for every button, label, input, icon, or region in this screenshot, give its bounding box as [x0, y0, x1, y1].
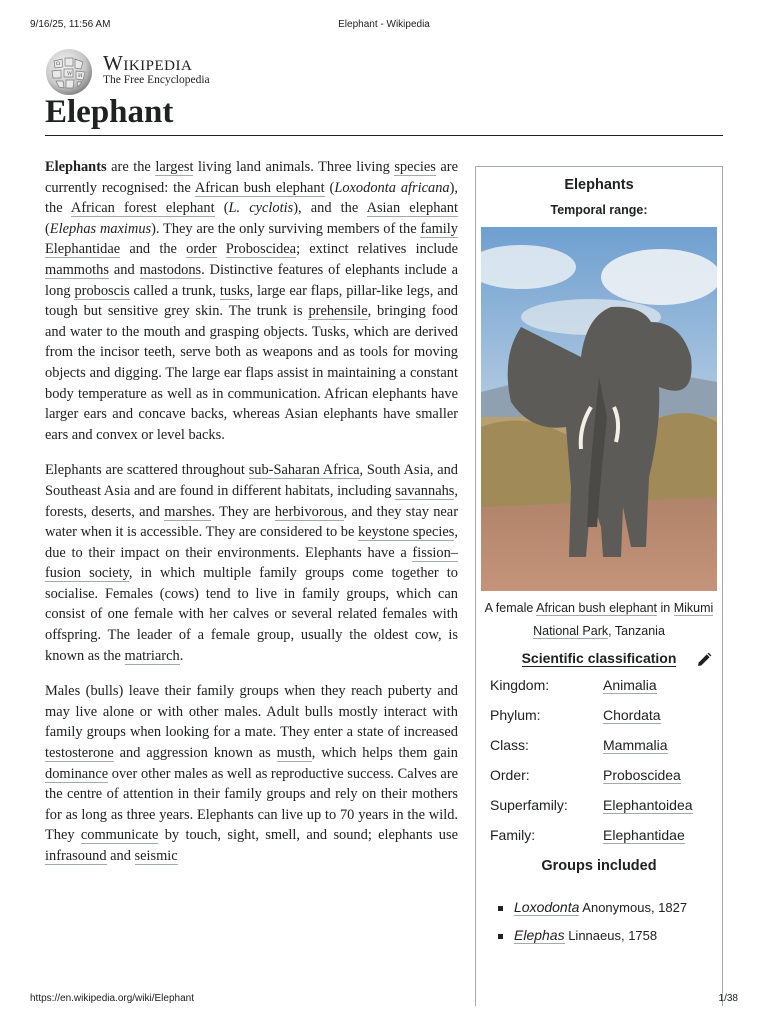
text-run: ), and the	[293, 200, 367, 217]
text-run	[217, 241, 226, 257]
temporal-range-label: Temporal range:	[550, 203, 648, 217]
text-run: ), the	[45, 179, 458, 217]
text-run: and	[108, 261, 140, 278]
text-run: Males (bulls) leave their family groups when they reach puberty and may live alone or with other males. Adult bulls mostly interact with family groups when looking for a mate. They enter a state of increased	[45, 683, 458, 741]
taxonomy-rank: Family:	[490, 827, 536, 843]
article-link[interactable]: Mikumi National Park	[533, 601, 714, 638]
taxonomy-link[interactable]: Animalia	[603, 677, 657, 693]
article-link[interactable]: communicate	[80, 827, 159, 844]
print-datetime: 9/16/25, 11:56 AM	[30, 19, 111, 30]
article-link[interactable]: tusks	[219, 282, 250, 299]
taxonomy-rank: Order:	[490, 767, 530, 783]
text-run: , due to their impact on their environments. Elephants have a	[45, 524, 458, 561]
taxonomy-row	[490, 767, 710, 789]
svg-text:W: W	[67, 71, 73, 77]
text-run: in	[657, 601, 674, 615]
taxonomy-link[interactable]: Proboscidea	[603, 767, 681, 783]
article-link[interactable]: African bush elephant	[536, 601, 658, 615]
text-run: , forests, deserts, and	[45, 482, 458, 520]
bullet-icon	[498, 906, 503, 911]
italic-term: L. cyclotis	[228, 200, 294, 217]
article-link[interactable]: mammoths	[45, 261, 109, 278]
article-link[interactable]: Elephantidae	[45, 241, 121, 258]
text-run: , South Asia, and Southeast Asia and are found in different habitats, including	[45, 462, 458, 499]
taxobox-title: Elephants	[564, 177, 634, 193]
taxonomy-link[interactable]: Elephantoidea	[603, 797, 693, 813]
article-link[interactable]: matriarch	[124, 647, 180, 664]
bold-term: Elephants	[45, 159, 107, 175]
article-link[interactable]: infrasound	[45, 848, 107, 864]
taxonomy-rank: Superfamily:	[490, 797, 568, 813]
article-link[interactable]: testosterone	[45, 745, 114, 762]
article-link[interactable]: species	[394, 159, 436, 175]
wikipedia-wordmark[interactable]: Wikipedia	[103, 51, 193, 75]
article-link[interactable]: largest	[155, 159, 194, 175]
taxonomy-rank: Kingdom:	[490, 677, 550, 693]
text-run: and	[106, 848, 135, 864]
article-link[interactable]: marshes	[164, 503, 212, 520]
lead-paragraph-2	[45, 460, 458, 666]
text-run: ; extinct relatives include	[296, 241, 458, 258]
text-run: living land animals. Three living	[193, 159, 395, 175]
text-run: and aggression known as	[113, 745, 277, 762]
taxonomy-rank: Class:	[490, 737, 529, 753]
article-link[interactable]: musth	[276, 745, 312, 762]
italic-term: Elephas maximus	[49, 220, 152, 237]
taxonomy-link[interactable]: Chordata	[603, 707, 661, 723]
article-link[interactable]: Asian elephant	[366, 200, 459, 217]
wikipedia-tagline: The Free Encyclopedia	[103, 74, 210, 86]
text-run: are the	[106, 159, 156, 175]
text-run: , which helps them gain	[311, 745, 458, 762]
article-link[interactable]: fission–fusion society	[45, 544, 458, 582]
text-run: Elephants are scattered throughout	[45, 462, 249, 479]
taxobox	[475, 166, 723, 1006]
taxonomy-row	[490, 827, 710, 849]
taxonomy-link[interactable]: Elephantidae	[603, 827, 685, 843]
genus-authority: Anonymous, 1827	[579, 900, 688, 915]
svg-text:Ω: Ω	[56, 61, 61, 67]
text-run: , large ear flaps, pillar-like legs, and tough but sensitive grey skin. The trunk is	[45, 282, 458, 320]
article-link[interactable]: savannahs	[395, 482, 455, 499]
text-run: over other males as well as reproductive success. Calves are the centre of attention in their family groups and rely on their mothers for as long as three years. Elephants can live up to 70 years in the wild. They	[45, 765, 458, 844]
text-run: .	[179, 647, 184, 664]
text-run: , Tanzania	[608, 624, 665, 638]
genus-link[interactable]: Elephas	[514, 927, 565, 943]
text-run: , and they stay near water when it is accessible. They are considered to be	[45, 503, 458, 541]
article-link[interactable]: seismic	[134, 848, 178, 864]
article-link[interactable]: keystone species	[358, 524, 455, 541]
lead-paragraph-3	[45, 681, 458, 866]
text-run: , in which multiple family groups come together to socialise. Females (cows) tend to live in family groups, which can consist of one female with her calves or several related females with offspring. The leader of a female group, usually the oldest cow, is known as the	[45, 565, 458, 664]
text-run: (	[214, 200, 229, 217]
photo-caption	[484, 597, 714, 643]
taxonomy-link[interactable]: Mammalia	[603, 737, 668, 753]
article-link[interactable]: mastodons	[139, 261, 202, 278]
text-run: A female	[484, 601, 537, 615]
print-doc-title: Elephant - Wikipedia	[338, 19, 430, 30]
genus-link[interactable]: Loxodonta	[514, 899, 580, 915]
groups-included-heading: Groups included	[541, 858, 657, 874]
article-body	[45, 157, 458, 882]
taxonomy-rank: Phylum:	[490, 707, 541, 723]
wikipedia-globe-logo[interactable]	[44, 47, 94, 97]
text-run: by touch, sight, smell, and sound; elephants use	[158, 827, 458, 844]
article-link[interactable]: proboscis	[74, 282, 130, 299]
genus-authority: Linnaeus, 1758	[564, 928, 658, 943]
svg-text:И: И	[78, 73, 83, 79]
taxonomy-row	[490, 797, 710, 819]
article-link[interactable]: African forest elephant	[70, 200, 215, 217]
text-run: called a trunk,	[129, 282, 220, 299]
article-link[interactable]: herbivorous	[274, 503, 344, 520]
text-run: . Distinctive features of elephants include a long	[45, 261, 458, 299]
lead-paragraph-1	[45, 157, 458, 445]
italic-term: Loxodonta africana	[334, 179, 450, 196]
article-link[interactable]: African bush elephant	[194, 179, 325, 196]
text-run: ). They are the only surviving members of the	[151, 220, 421, 237]
article-link[interactable]: Proboscidea	[225, 241, 297, 258]
taxonomy-row	[490, 707, 710, 729]
article-link[interactable]: family	[420, 220, 458, 237]
article-link[interactable]: order	[186, 241, 217, 258]
print-url: https://en.wikipedia.org/wiki/Elephant	[30, 993, 194, 1004]
scientific-classification-heading[interactable]: Scientific classification	[521, 650, 677, 666]
bullet-icon	[498, 934, 503, 939]
text-run: (	[324, 179, 335, 196]
text-run: (	[45, 220, 50, 237]
taxonomy-row	[490, 737, 710, 759]
elephant-photo[interactable]	[481, 227, 717, 591]
text-run: and the	[120, 241, 187, 258]
article-link[interactable]: dominance	[45, 765, 109, 782]
page-title: Elephant	[45, 93, 723, 136]
article-link[interactable]: prehensile	[308, 303, 368, 320]
text-run: are currently recognised: the	[45, 159, 458, 196]
print-page-number: 1/38	[718, 993, 738, 1004]
taxonomy-row	[490, 677, 710, 699]
text-run: , bringing food and water to the mouth and grasping objects. Tusks, which are derived from the incisor teeth, serve both as weapons and as tools for moving objects and digging. The large ear flaps assist in maintaining a constant body temperature as well as in communication. African elephants have larger ears and concave backs, whereas Asian elephants have smaller ears and convex or level backs.	[45, 303, 459, 443]
text-run: . They are	[211, 503, 275, 520]
edit-pencil-icon[interactable]	[696, 652, 712, 668]
article-link[interactable]: sub-Saharan Africa	[248, 462, 360, 479]
